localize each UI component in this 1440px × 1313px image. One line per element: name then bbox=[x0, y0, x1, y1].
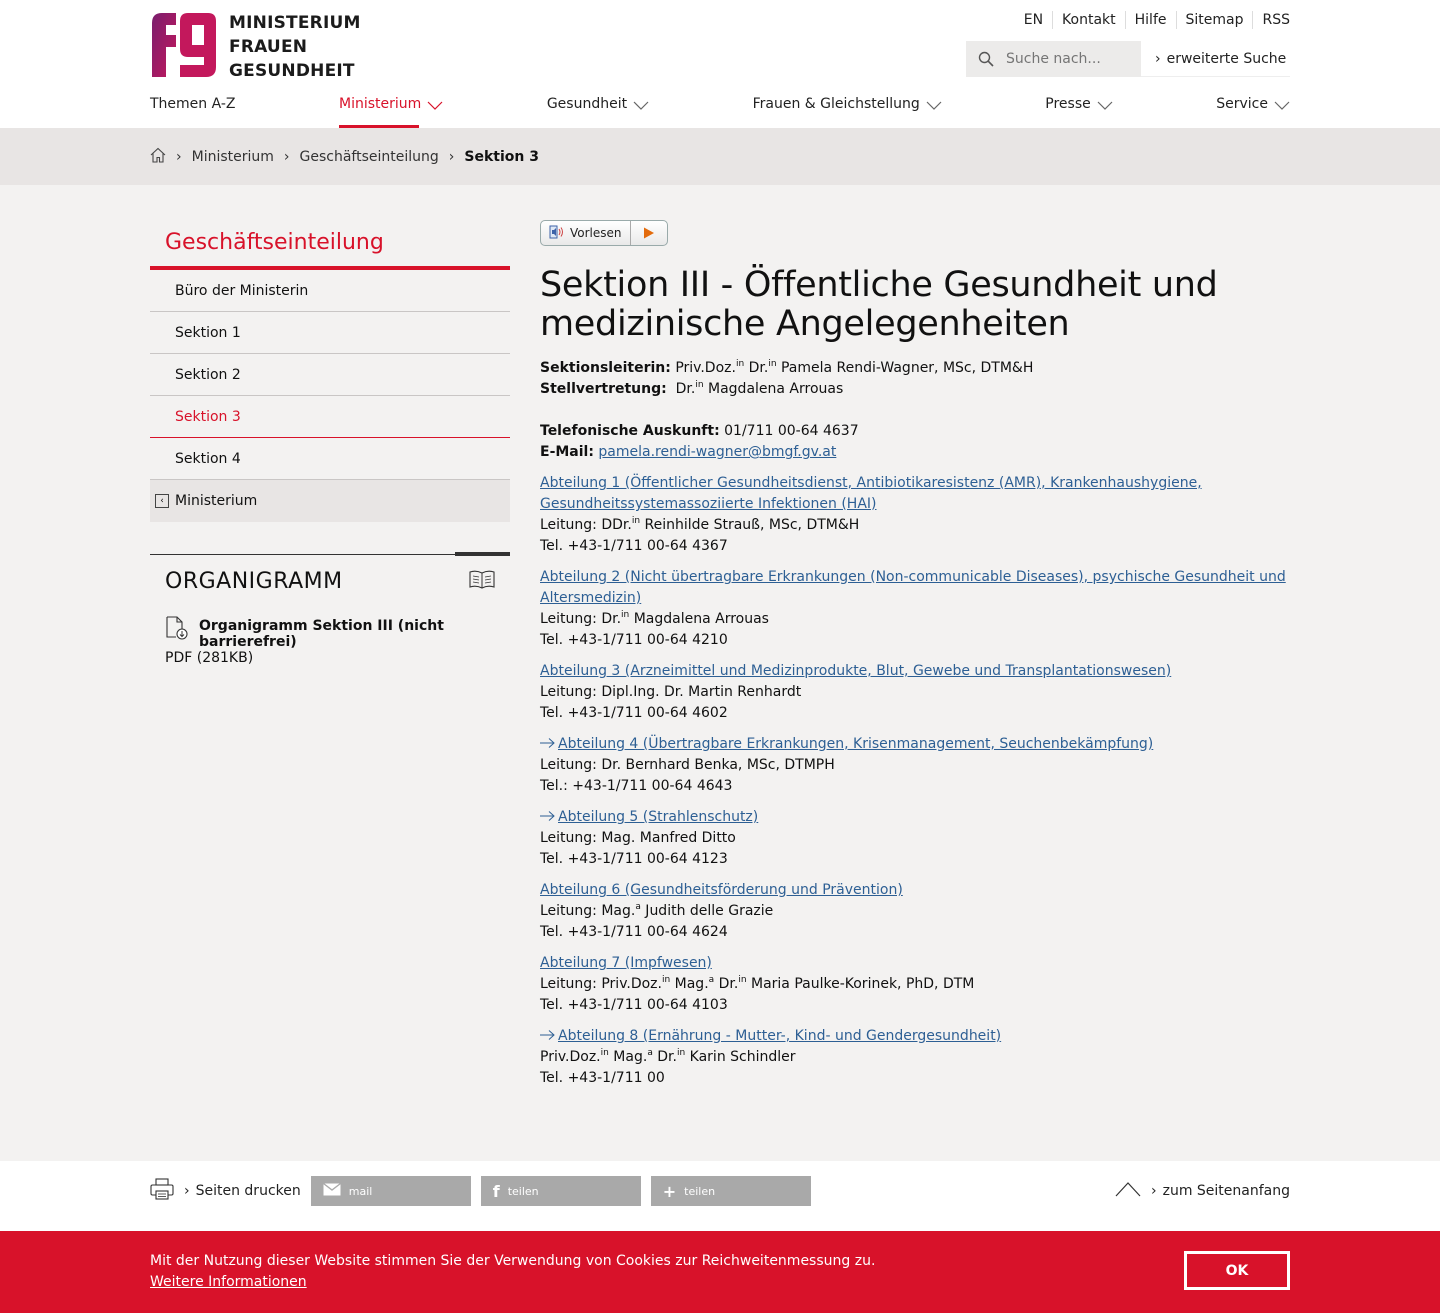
breadcrumb-separator: › bbox=[176, 148, 182, 165]
sidebar-item-sektion-3[interactable]: Sektion 3 bbox=[150, 396, 510, 438]
page-title: Sektion III - Öffentliche Gesundheit und medizinische Angelegenheiten bbox=[540, 265, 1218, 344]
organigramm-download[interactable] bbox=[165, 616, 495, 666]
nav-label: Ministerium bbox=[339, 96, 422, 112]
chevron-right-icon: › bbox=[1150, 1183, 1157, 1199]
top-links bbox=[1015, 11, 1290, 29]
sup-in: in bbox=[738, 975, 747, 985]
printer-icon bbox=[150, 1178, 174, 1204]
sup-in: in bbox=[661, 975, 671, 985]
site-header bbox=[0, 0, 1440, 128]
leiterin-name: Pamela Rendi-Wagner, MSc, DTM&H bbox=[776, 360, 1034, 376]
back-to-top-label: zum Seitenanfang bbox=[1162, 1183, 1290, 1199]
breadcrumb-ministerium[interactable]: Ministerium bbox=[191, 148, 274, 165]
abteilung-1-lead-b: Reinhilde Strauß, MSc, DTM&H bbox=[640, 517, 860, 533]
logo-text bbox=[229, 11, 361, 83]
logo-mark bbox=[150, 11, 217, 77]
abteilung-8-lead-a: Priv.Doz. bbox=[540, 1049, 601, 1065]
sup-in: in bbox=[695, 380, 704, 390]
stellvertretung-name: Magdalena Arrouas bbox=[703, 381, 844, 397]
nav-label: Gesundheit bbox=[546, 96, 628, 112]
abteilung-7-lead-d: Maria Paulke-Korinek, PhD, DTM bbox=[746, 976, 975, 992]
arrow-right-icon bbox=[540, 736, 555, 752]
abteilung-4-lead: Leitung: Dr. Bernhard Benka, MSc, DTMPH bbox=[540, 757, 835, 773]
nav-gesundheit[interactable] bbox=[547, 96, 649, 128]
abteilung-3-link[interactable]: Abteilung 3 (Arzneimittel und Medizinprodukte, Blut, Gewebe und Transplantationswesen) bbox=[540, 663, 1172, 679]
sidebar-item-sektion-1[interactable]: Sektion 1 bbox=[150, 312, 510, 354]
nav-label: Service bbox=[1216, 96, 1268, 112]
abteilung-2-link[interactable]: Abteilung 2 (Nicht übertragbare Erkrankungen (Non-communicable Diseases), psychische Gesundheit und Altersmedizin) bbox=[540, 569, 1286, 606]
breadcrumb-bar bbox=[0, 128, 1440, 185]
sup-in: in bbox=[631, 516, 641, 526]
vorlesen-label: Vorlesen bbox=[570, 226, 622, 240]
abteilung-1 bbox=[540, 473, 1290, 557]
abteilung-1-tel: Tel. +43-1/711 00-64 4367 bbox=[540, 538, 728, 554]
abteilung-8-link[interactable]: Abteilung 8 (Ernährung - Mutter-, Kind- und Gendergesundheit) bbox=[558, 1028, 1002, 1044]
abteilung-6-link[interactable]: Abteilung 6 (Gesundheitsförderung und Prävention) bbox=[540, 882, 903, 898]
footer-bar bbox=[0, 1161, 1440, 1231]
share-more-button[interactable] bbox=[651, 1176, 811, 1206]
organigramm-file-meta: PDF (281KB) bbox=[165, 650, 254, 666]
plus-icon: + bbox=[662, 1181, 677, 1201]
email-link[interactable]: pamela.rendi-wagner@bmgf.gv.at bbox=[598, 444, 837, 460]
sidebar-item-buero[interactable]: Büro der Ministerin bbox=[150, 270, 510, 312]
sidebar-title[interactable]: Geschäftseinteilung bbox=[150, 220, 510, 270]
section-info bbox=[540, 358, 1290, 463]
cookie-text bbox=[150, 1251, 875, 1293]
abteilung-7-lead-a: Leitung: Priv.Doz. bbox=[540, 976, 662, 992]
nav-label: Themen A-Z bbox=[150, 96, 236, 112]
book-icon bbox=[469, 569, 495, 593]
chevron-right-icon: › bbox=[1155, 50, 1161, 67]
abteilung-3-lead: Leitung: Dipl.Ing. Dr. Martin Renhardt bbox=[540, 684, 802, 700]
abteilung-8-lead-d: Karin Schindler bbox=[685, 1049, 796, 1065]
abteilung-8-lead-c: Dr. bbox=[652, 1049, 677, 1065]
search-icon[interactable] bbox=[966, 51, 1006, 67]
share-mail-button[interactable] bbox=[311, 1176, 471, 1206]
toplink-hilfe[interactable]: Hilfe bbox=[1125, 11, 1176, 29]
main-content bbox=[540, 220, 1290, 1089]
advanced-search-label: erweiterte Suche bbox=[1166, 50, 1287, 67]
organigramm-file-name: Organigramm Sektion III (nicht barrierefrei) bbox=[199, 618, 444, 650]
organigramm-box bbox=[150, 554, 510, 680]
cookie-banner bbox=[0, 1231, 1440, 1313]
abteilung-1-lead-a: Leitung: DDr. bbox=[540, 517, 632, 533]
chevron-up-icon bbox=[1115, 1181, 1141, 1201]
abteilung-8 bbox=[540, 1026, 1290, 1089]
cookie-ok-button[interactable]: OK bbox=[1184, 1251, 1290, 1290]
abteilung-6 bbox=[540, 880, 1290, 943]
breadcrumb-separator: › bbox=[448, 148, 455, 165]
abteilung-1-link[interactable]: Abteilung 1 (Öffentlicher Gesundheitsdienst, Antibiotikaresistenz (AMR), Krankenhaushygiene, Gesundheitssystemassoziierte Infektionen (HAI) bbox=[540, 475, 1202, 512]
toplink-rss[interactable]: RSS bbox=[1252, 11, 1290, 29]
advanced-search-link[interactable] bbox=[1141, 41, 1290, 77]
share-more-label: teilen bbox=[684, 1184, 716, 1198]
share-facebook-button[interactable] bbox=[481, 1176, 641, 1206]
nav-service[interactable] bbox=[1216, 96, 1290, 128]
sidebar-item-sektion-4[interactable]: Sektion 4 bbox=[150, 438, 510, 480]
abteilung-4-tel: Tel.: +43-1/711 00-64 4643 bbox=[540, 778, 733, 794]
nav-ministerium[interactable] bbox=[339, 96, 443, 128]
abteilung-6-lead-a: Leitung: Mag. bbox=[540, 903, 636, 919]
cookie-more-link[interactable]: Weitere Informationen bbox=[150, 1274, 307, 1290]
abteilung-5 bbox=[540, 807, 1290, 870]
abteilung-5-link[interactable]: Abteilung 5 (Strahlenschutz) bbox=[558, 809, 759, 825]
sup-a: a bbox=[708, 975, 715, 985]
facebook-icon: f bbox=[492, 1181, 500, 1201]
nav-presse[interactable] bbox=[1045, 96, 1112, 128]
logo-line1: MINISTERIUM bbox=[229, 13, 361, 33]
chevron-left-icon: ‹ bbox=[155, 494, 169, 508]
abteilung-5-tel: Tel. +43-1/711 00-64 4123 bbox=[540, 851, 728, 867]
sidebar-parent-label: Ministerium bbox=[175, 493, 258, 509]
toplink-kontakt[interactable]: Kontakt bbox=[1052, 11, 1125, 29]
share-mail-label: mail bbox=[348, 1184, 373, 1198]
telefon-label: Telefonische Auskunft: bbox=[540, 423, 720, 439]
abteilung-7 bbox=[540, 953, 1290, 1016]
search-box bbox=[966, 41, 1141, 77]
nav-label: Frauen & Gleichstellung bbox=[752, 96, 920, 112]
chevron-right-icon: › bbox=[184, 1183, 190, 1199]
download-file-icon bbox=[165, 616, 189, 650]
chevron-down-icon bbox=[427, 99, 443, 115]
abteilung-7-lead-c: Dr. bbox=[714, 976, 739, 992]
sup-in: in bbox=[676, 1048, 686, 1058]
breadcrumb-geschaeftseinteilung[interactable]: Geschäftseinteilung bbox=[299, 148, 439, 165]
sup-a: a bbox=[635, 902, 641, 912]
sup-in: in bbox=[600, 1048, 609, 1058]
vorlesen-button[interactable] bbox=[540, 220, 668, 246]
nav-frauen[interactable] bbox=[753, 96, 942, 128]
leiterin-label: Sektionsleiterin: bbox=[540, 360, 671, 376]
abteilung-7-tel: Tel. +43-1/711 00-64 4103 bbox=[540, 997, 728, 1013]
organigramm-title: ORGANIGRAMM bbox=[165, 569, 343, 594]
abteilung-2 bbox=[540, 567, 1290, 651]
content-area bbox=[150, 185, 1290, 1161]
abteilung-6-lead-b: Judith delle Grazie bbox=[640, 903, 774, 919]
print-button[interactable] bbox=[150, 1178, 301, 1204]
arrow-right-icon bbox=[540, 809, 555, 825]
chevron-down-icon bbox=[926, 99, 942, 115]
mail-icon bbox=[323, 1183, 341, 1199]
stellvertretung-label: Stellvertretung: bbox=[540, 381, 667, 397]
site-logo[interactable] bbox=[150, 11, 361, 83]
chevron-down-icon bbox=[1097, 99, 1113, 115]
chevron-down-icon bbox=[633, 99, 649, 115]
sup-in: in bbox=[735, 359, 745, 369]
abteilung-4 bbox=[540, 734, 1290, 797]
sup-a: a bbox=[647, 1048, 653, 1058]
abteilung-7-lead-b: Mag. bbox=[670, 976, 709, 992]
abteilung-2-tel: Tel. +43-1/711 00-64 4210 bbox=[540, 632, 728, 648]
breadcrumb bbox=[150, 128, 1290, 185]
logo-line2: FRAUEN bbox=[229, 37, 308, 57]
breadcrumb-separator: › bbox=[283, 148, 290, 165]
sup-in: in bbox=[621, 610, 630, 620]
telefon-value: 01/711 00-64 4637 bbox=[719, 423, 859, 439]
abteilung-5-lead: Leitung: Mag. Manfred Ditto bbox=[540, 830, 736, 846]
sidebar-item-parent[interactable] bbox=[150, 480, 510, 522]
abteilung-6-tel: Tel. +43-1/711 00-64 4624 bbox=[540, 924, 728, 940]
nav-label: Presse bbox=[1045, 96, 1091, 112]
back-to-top-link[interactable] bbox=[1115, 1181, 1290, 1201]
share-facebook-label: teilen bbox=[507, 1184, 539, 1198]
abteilung-3 bbox=[540, 661, 1290, 724]
abteilung-3-tel: Tel. +43-1/711 00-64 4602 bbox=[540, 705, 728, 721]
sidebar-item-sektion-2[interactable]: Sektion 2 bbox=[150, 354, 510, 396]
stellvertretung-title: Dr. bbox=[675, 381, 696, 397]
cookie-message: Mit der Nutzung dieser Website stimmen Sie der Verwendung von Cookies zur Reichweitenmessung zu. bbox=[150, 1253, 876, 1269]
breadcrumb-current: Sektion 3 bbox=[464, 148, 539, 165]
abteilung-2-lead-b: Magdalena Arrouas bbox=[629, 611, 769, 627]
play-icon bbox=[631, 221, 667, 245]
nav-themen[interactable] bbox=[150, 96, 236, 128]
home-icon[interactable] bbox=[150, 147, 166, 167]
search-input[interactable] bbox=[1006, 51, 1136, 67]
search-bar bbox=[966, 41, 1290, 77]
abteilung-2-lead-a: Leitung: Dr. bbox=[540, 611, 622, 627]
sidebar-list bbox=[150, 270, 510, 522]
speaker-icon bbox=[549, 225, 565, 242]
abteilung-8-lead-b: Mag. bbox=[608, 1049, 648, 1065]
toplink-en[interactable]: EN bbox=[1023, 12, 1044, 28]
print-label: Seiten drucken bbox=[195, 1183, 301, 1199]
abteilung-4-link[interactable]: Abteilung 4 (Übertragbare Erkrankungen, Krisenmanagement, Seuchenbekämpfung) bbox=[558, 736, 1154, 752]
arrow-right-icon bbox=[540, 1028, 555, 1044]
chevron-down-icon bbox=[1274, 99, 1290, 115]
leiterin-title-a: Priv.Doz. bbox=[675, 360, 736, 376]
sup-in: in bbox=[768, 359, 777, 369]
main-nav bbox=[150, 96, 1290, 128]
abteilung-8-tel: Tel. +43-1/711 00 bbox=[540, 1070, 665, 1086]
abteilung-7-link[interactable]: Abteilung 7 (Impfwesen) bbox=[540, 955, 712, 971]
logo-line3: GESUNDHEIT bbox=[229, 61, 355, 81]
email-label: E-Mail: bbox=[540, 444, 594, 460]
toplink-sitemap[interactable]: Sitemap bbox=[1176, 11, 1253, 29]
leiterin-title-b: Dr. bbox=[744, 360, 769, 376]
sidebar bbox=[150, 220, 510, 680]
